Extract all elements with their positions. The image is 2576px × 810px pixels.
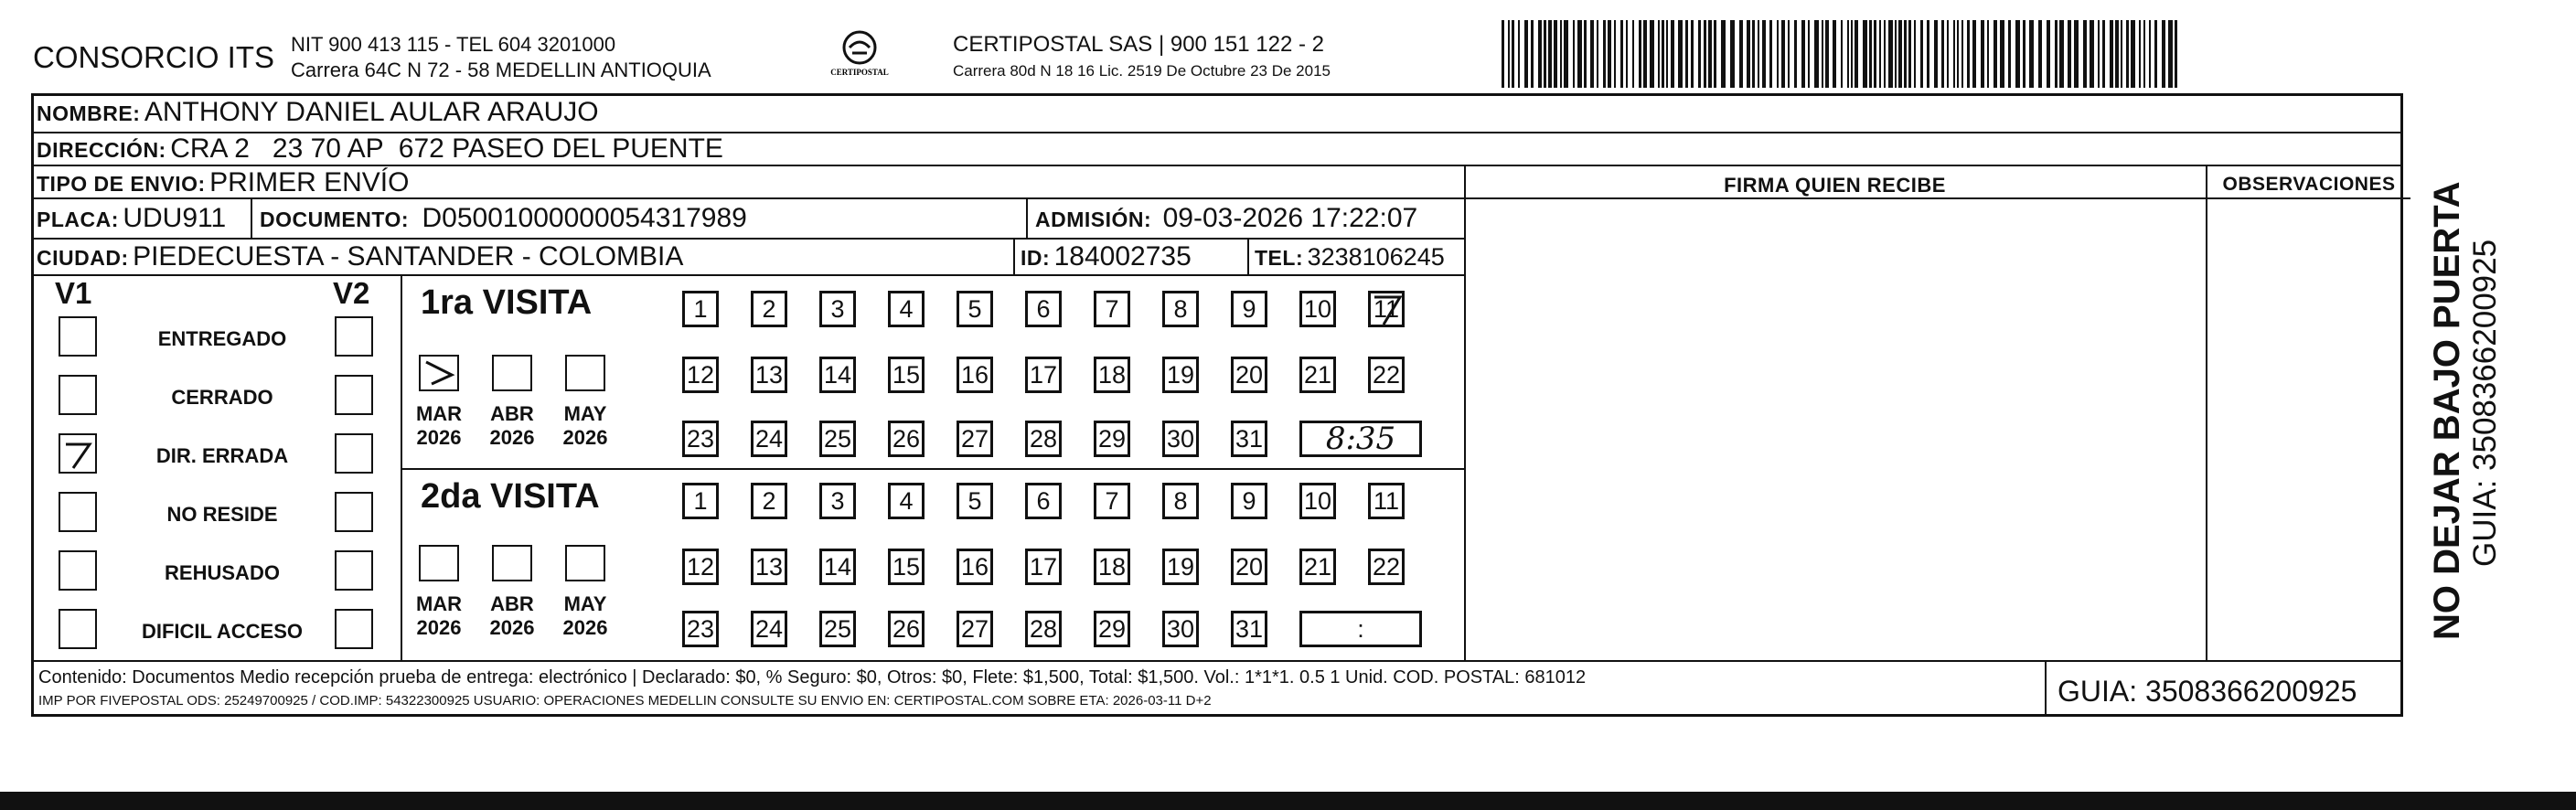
- carrier-address: Carrera 80d N 18 16 Lic. 2519 De Octubre 23 De 2015: [953, 62, 1331, 80]
- barcode-bar: [2102, 20, 2105, 88]
- barcode-bar: [1895, 20, 1897, 88]
- barcode-bar: [2175, 20, 2177, 88]
- barcode-bar: [2162, 20, 2165, 88]
- barcode-bar: [1554, 20, 1557, 88]
- day-checkbox[interactable]: 31: [1231, 611, 1267, 647]
- barcode-bar: [1920, 20, 1923, 88]
- tipo-label: TIPO DE ENVIO:: [37, 172, 206, 196]
- barcode-bar: [2055, 20, 2058, 88]
- barcode-bar: [2047, 20, 2050, 88]
- status-option-label: DIFICIL ACCESO: [141, 620, 303, 643]
- barcode-bar: [1927, 20, 1929, 88]
- month-checkbox[interactable]: [419, 545, 459, 581]
- placa-field: [37, 203, 226, 234]
- barcode-bar: [1538, 20, 1542, 88]
- barcode-bar: [2008, 20, 2011, 88]
- barcode-bar: [1524, 20, 1528, 88]
- placa-value: UDU911: [123, 203, 227, 233]
- barcode-bar: [1590, 20, 1594, 88]
- status-option-label: ENTREGADO: [157, 327, 287, 350]
- barcode-bar: [1518, 20, 1520, 88]
- status-option-label: NO RESIDE: [166, 503, 278, 526]
- barcode-bar: [1544, 20, 1546, 88]
- day-checkbox[interactable]: 7: [1094, 291, 1130, 327]
- month-checkbox[interactable]: [492, 545, 532, 581]
- day-checkbox[interactable]: 11: [1368, 483, 1405, 519]
- day-checkbox[interactable]: 8: [1162, 483, 1199, 519]
- day-checkbox[interactable]: 27: [957, 611, 993, 647]
- day-checkbox[interactable]: 20: [1231, 357, 1267, 393]
- day-checkbox[interactable]: 28: [1025, 611, 1062, 647]
- nombre-value: ANTHONY DANIEL AULAR ARAUJO: [144, 97, 599, 127]
- day-checkbox[interactable]: 21: [1299, 549, 1336, 585]
- month-label: ABR 2026: [489, 592, 535, 639]
- documento-value: D05001000000054317989: [422, 203, 747, 233]
- barcode-bar: [1972, 20, 1976, 88]
- barcode-bar: [1914, 20, 1916, 88]
- barcode-bar: [2029, 20, 2034, 88]
- barcode-bar: [1863, 20, 1867, 88]
- barcode-bar: [1808, 20, 1810, 88]
- barcode-bar: [1643, 20, 1647, 88]
- day-checkbox[interactable]: 16: [957, 549, 993, 585]
- barcode-bar: [1801, 20, 1805, 88]
- admision-field: [1035, 203, 1417, 234]
- barcode-bar: [1934, 20, 1938, 88]
- day-checkbox[interactable]: 12: [682, 549, 719, 585]
- barcode-bar: [1953, 20, 1955, 88]
- id-label: ID:: [1021, 246, 1051, 270]
- barcode-bar: [1847, 20, 1849, 88]
- barcode-bar: [2115, 20, 2119, 88]
- barcode-bar: [1747, 20, 1750, 88]
- barcode-bar: [2059, 20, 2064, 88]
- barcode-bar: [1762, 20, 1766, 88]
- v1-checkbox[interactable]: [59, 550, 97, 591]
- barcode-bar: [1614, 20, 1616, 88]
- day-checkbox[interactable]: 17: [1025, 357, 1062, 393]
- barcode-bar: [2110, 20, 2113, 88]
- barcode-bar: [2121, 20, 2122, 88]
- barcode-bar: [1626, 20, 1628, 88]
- id-value: 184002735: [1053, 241, 1192, 272]
- day-checkbox[interactable]: 30: [1162, 611, 1199, 647]
- day-checkbox[interactable]: 3: [819, 291, 856, 327]
- day-checkbox[interactable]: 21: [1299, 357, 1336, 393]
- barcode-bar: [1993, 20, 1997, 88]
- barcode-bar: [1666, 20, 1668, 88]
- nombre-label: NOMBRE:: [37, 101, 141, 125]
- barcode-bar: [1564, 20, 1568, 88]
- day-checkbox[interactable]: 13: [751, 357, 787, 393]
- barcode-bar: [1879, 20, 1881, 88]
- day-checkbox[interactable]: 18: [1094, 549, 1130, 585]
- barcode-bar: [1739, 20, 1743, 88]
- day-checkbox[interactable]: 23: [682, 421, 719, 457]
- barcode-bar: [1704, 20, 1706, 88]
- barcode-bar: [1632, 20, 1634, 88]
- id-field: [1021, 241, 1192, 272]
- direccion-value: CRA 2 23 70 AP 672 PASEO DEL PUENTE: [170, 133, 723, 164]
- barcode-bar: [2038, 20, 2042, 88]
- time-box[interactable]: 8:35: [1299, 421, 1422, 457]
- day-checkbox[interactable]: 25: [819, 421, 856, 457]
- barcode-bar: [1678, 20, 1683, 88]
- day-checkbox[interactable]: 24: [751, 421, 787, 457]
- day-checkbox[interactable]: 14: [819, 357, 856, 393]
- barcode-bar: [1639, 20, 1641, 88]
- barcode-bar: [1714, 20, 1716, 88]
- day-checkbox[interactable]: 15: [888, 549, 925, 585]
- firma-header: FIRMA QUIEN RECIBE: [1724, 174, 1946, 197]
- second-visit-label: 2da VISITA: [421, 477, 600, 516]
- day-checkbox[interactable]: 26: [888, 421, 925, 457]
- barcode-bar: [1967, 20, 1970, 88]
- day-checkbox[interactable]: 14: [819, 549, 856, 585]
- barcode-bar: [1502, 20, 1504, 88]
- barcode-bar: [1825, 20, 1829, 88]
- barcode-bar: [1981, 20, 1984, 88]
- time-box[interactable]: :: [1299, 611, 1422, 647]
- day-checkbox[interactable]: 3: [819, 483, 856, 519]
- day-checkbox[interactable]: 31: [1231, 421, 1267, 457]
- imp-text: IMP POR FIVEPOSTAL ODS: 25249700925 / COD.IMP: 54322300925 USUARIO: OPERACIONES MEDELLIN CONSULTE SU ENVIO EN: CERTIPOSTAL.COM SOBRE ETA: 2026-03-11 D+2: [38, 693, 1212, 709]
- day-checkbox[interactable]: 28: [1025, 421, 1062, 457]
- month-label: MAY 2026: [562, 402, 608, 449]
- placa-label: PLACA:: [37, 208, 119, 231]
- barcode-bar: [1685, 20, 1688, 88]
- sender-name: CONSORCIO ITS: [33, 40, 275, 74]
- first-visit-label: 1ra VISITA: [421, 283, 593, 322]
- day-checkbox[interactable]: 15: [888, 357, 925, 393]
- v1-checkbox[interactable]: [59, 433, 97, 474]
- month-checkbox[interactable]: [419, 355, 459, 391]
- day-checkbox[interactable]: 6: [1025, 291, 1062, 327]
- barcode-bar: [1814, 20, 1819, 88]
- ciudad-field: [37, 241, 683, 272]
- day-checkbox[interactable]: 17: [1025, 549, 1062, 585]
- sender-nit-tel: NIT 900 413 115 - TEL 604 3201000: [291, 33, 616, 56]
- day-checkbox[interactable]: 8: [1162, 291, 1199, 327]
- barcode-bar: [2126, 20, 2129, 88]
- v2-checkbox[interactable]: [335, 609, 373, 649]
- day-checkbox[interactable]: 5: [957, 291, 993, 327]
- barcode-bar: [1662, 20, 1664, 88]
- day-checkbox[interactable]: 11: [1368, 291, 1405, 327]
- month-label: MAR 2026: [415, 402, 463, 449]
- barcode-bar: [1781, 20, 1785, 88]
- barcode-bar: [1904, 20, 1907, 88]
- month-checkbox[interactable]: [565, 355, 605, 391]
- barcode: [1502, 20, 2189, 88]
- barcode-bar: [1987, 20, 1989, 88]
- side-guia: GUIA: 3508366200925: [2467, 239, 2503, 567]
- sender-address: Carrera 64C N 72 - 58 MEDELLIN ANTIOQUIA: [291, 59, 711, 81]
- barcode-bar: [1769, 20, 1772, 88]
- barcode-bar: [1573, 20, 1575, 88]
- no-dejar-warning: NO DEJAR BAJO PUERTA: [2427, 181, 2467, 640]
- barcode-bar: [1512, 20, 1514, 88]
- barcode-bar: [1508, 20, 1510, 88]
- day-checkbox[interactable]: 29: [1094, 611, 1130, 647]
- month-checkbox[interactable]: [492, 355, 532, 391]
- day-checkbox[interactable]: 23: [682, 611, 719, 647]
- day-checkbox[interactable]: 20: [1231, 549, 1267, 585]
- barcode-bar: [2074, 20, 2079, 88]
- tel-value: 3238106245: [1307, 243, 1445, 271]
- barcode-bar: [1560, 20, 1562, 88]
- barcode-bar: [1671, 20, 1674, 88]
- barcode-bar: [1721, 20, 1726, 88]
- day-checkbox[interactable]: 1: [682, 291, 719, 327]
- barcode-bar: [1708, 20, 1712, 88]
- v2-checkbox[interactable]: [335, 492, 373, 532]
- barcode-bar: [1851, 20, 1853, 88]
- status-option-label: REHUSADO: [165, 561, 280, 584]
- guia-box: GUIA: 3508366200925: [2058, 675, 2357, 708]
- barcode-bar: [2015, 20, 2020, 88]
- certipostal-logo: [830, 29, 889, 84]
- bottom-edge-bar: [0, 792, 2576, 810]
- day-checkbox[interactable]: 26: [888, 611, 925, 647]
- barcode-bar: [2139, 20, 2141, 88]
- tipo-value: PRIMER ENVÍO: [209, 167, 410, 197]
- barcode-bar: [1698, 20, 1701, 88]
- barcode-bar: [1841, 20, 1843, 88]
- day-checkbox[interactable]: 10: [1299, 291, 1336, 327]
- barcode-bar: [2068, 20, 2071, 88]
- v2-checkbox[interactable]: [335, 316, 373, 357]
- barcode-bar: [1898, 20, 1902, 88]
- barcode-bar: [1603, 20, 1606, 88]
- barcode-bar: [1577, 20, 1582, 88]
- day-checkbox[interactable]: 4: [888, 483, 925, 519]
- day-checkbox[interactable]: 19: [1162, 549, 1199, 585]
- barcode-bar: [2023, 20, 2026, 88]
- day-checkbox[interactable]: 22: [1368, 549, 1405, 585]
- barcode-bar: [2168, 20, 2173, 88]
- v1-checkbox[interactable]: [59, 316, 97, 357]
- admision-label: ADMISIÓN:: [1035, 208, 1152, 231]
- barcode-bar: [1888, 20, 1893, 88]
- v1-checkbox[interactable]: [59, 609, 97, 649]
- barcode-bar: [1650, 20, 1654, 88]
- day-checkbox[interactable]: 5: [957, 483, 993, 519]
- barcode-bar: [1658, 20, 1660, 88]
- day-checkbox[interactable]: 27: [957, 421, 993, 457]
- day-checkbox[interactable]: 10: [1299, 483, 1336, 519]
- day-checkbox[interactable]: 25: [819, 611, 856, 647]
- day-checkbox[interactable]: 19: [1162, 357, 1199, 393]
- barcode-bar: [1758, 20, 1759, 88]
- svg-text:CERTIPOSTAL: CERTIPOSTAL: [830, 68, 889, 77]
- v1-label: V1: [55, 276, 92, 310]
- barcode-bar: [1730, 20, 1735, 88]
- barcode-bar: [1788, 20, 1790, 88]
- barcode-bar: [1961, 20, 1963, 88]
- tel-field: [1255, 243, 1445, 272]
- documento-field: [260, 203, 747, 234]
- barcode-bar: [1777, 20, 1779, 88]
- day-checkbox[interactable]: 16: [957, 357, 993, 393]
- direccion-label: DIRECCIÓN:: [37, 138, 166, 162]
- carrier-name: CERTIPOSTAL SAS | 900 151 122 - 2: [953, 32, 1324, 57]
- day-checkbox[interactable]: 29: [1094, 421, 1130, 457]
- barcode-bar: [1869, 20, 1872, 88]
- v2-checkbox[interactable]: [335, 550, 373, 591]
- day-checkbox[interactable]: 13: [751, 549, 787, 585]
- admision-value: 09-03-2026 17:22:07: [1162, 203, 1418, 233]
- barcode-bar: [1947, 20, 1949, 88]
- barcode-bar: [2083, 20, 2087, 88]
- barcode-bar: [1584, 20, 1587, 88]
- ciudad-value: PIEDECUESTA - SANTANDER - COLOMBIA: [133, 241, 684, 272]
- barcode-bar: [2149, 20, 2151, 88]
- day-checkbox[interactable]: 24: [751, 611, 787, 647]
- barcode-bar: [2131, 20, 2135, 88]
- nombre-row: [37, 97, 599, 128]
- barcode-bar: [1691, 20, 1694, 88]
- barcode-bar: [1874, 20, 1876, 88]
- side-text: [2407, 110, 2517, 658]
- barcode-bar: [1620, 20, 1623, 88]
- barcode-bar: [1752, 20, 1755, 88]
- status-option-label: DIR. ERRADA: [155, 444, 289, 467]
- month-label: ABR 2026: [489, 402, 535, 449]
- contenido-text: Contenido: Documentos Medio recepción prueba de entrega: electrónico | Declarado: $0, % Seguro: $0, Otros: $0, Flete: $1,500, Total: $1,500. Vol.: 1*1*1. 0.5 1 Unid. COD. POSTAL: 681012: [38, 667, 1587, 687]
- day-checkbox[interactable]: 1: [682, 483, 719, 519]
- barcode-bar: [1833, 20, 1836, 88]
- v2-label: V2: [333, 276, 370, 310]
- barcode-bar: [2000, 20, 2004, 88]
- barcode-bar: [1597, 20, 1598, 88]
- month-label: MAR 2026: [415, 592, 463, 639]
- day-checkbox[interactable]: 2: [751, 291, 787, 327]
- barcode-bar: [1822, 20, 1823, 88]
- tel-label: TEL:: [1255, 246, 1304, 270]
- barcode-bar: [1957, 20, 1959, 88]
- barcode-bar: [2154, 20, 2157, 88]
- day-checkbox[interactable]: 2: [751, 483, 787, 519]
- barcode-bar: [1548, 20, 1552, 88]
- barcode-bar: [1908, 20, 1911, 88]
- documento-label: DOCUMENTO:: [260, 208, 410, 231]
- v2-checkbox[interactable]: [335, 375, 373, 415]
- day-checkbox[interactable]: 18: [1094, 357, 1130, 393]
- status-option-label: CERRADO: [171, 386, 273, 409]
- day-checkbox[interactable]: 30: [1162, 421, 1199, 457]
- v1-checkbox[interactable]: [59, 375, 97, 415]
- barcode-bar: [2143, 20, 2145, 88]
- day-checkbox[interactable]: 7: [1094, 483, 1130, 519]
- barcode-bar: [1855, 20, 1858, 88]
- day-checkbox[interactable]: 9: [1231, 483, 1267, 519]
- barcode-bar: [1941, 20, 1944, 88]
- barcode-bar: [1794, 20, 1797, 88]
- barcode-bar: [2090, 20, 2094, 88]
- day-checkbox[interactable]: 9: [1231, 291, 1267, 327]
- barcode-bar: [1884, 20, 1886, 88]
- barcode-bar: [2098, 20, 2100, 88]
- day-checkbox[interactable]: 6: [1025, 483, 1062, 519]
- day-checkbox[interactable]: 4: [888, 291, 925, 327]
- month-label: MAY 2026: [562, 592, 608, 639]
- month-checkbox[interactable]: [565, 545, 605, 581]
- barcode-bar: [1608, 20, 1611, 88]
- day-checkbox[interactable]: 12: [682, 357, 719, 393]
- barcode-bar: [1531, 20, 1534, 88]
- tipo-row: [37, 167, 409, 198]
- v2-checkbox[interactable]: [335, 433, 373, 474]
- direccion-row: [37, 133, 723, 165]
- v1-checkbox[interactable]: [59, 492, 97, 532]
- observaciones-header: OBSERVACIONES: [2222, 174, 2396, 195]
- ciudad-label: CIUDAD:: [37, 246, 129, 270]
- day-checkbox[interactable]: 22: [1368, 357, 1405, 393]
